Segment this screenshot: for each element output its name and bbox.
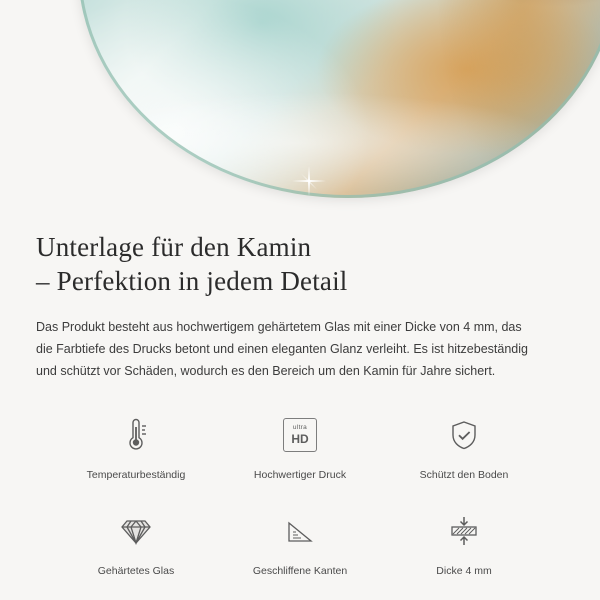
feature-item-thickness — [382, 508, 546, 578]
shield-check-icon — [441, 412, 487, 458]
thickness-arrows-icon — [441, 508, 487, 554]
feature-item-tempered-glass — [54, 508, 218, 578]
page-title — [36, 230, 564, 298]
feature-label: Schützt den Boden — [419, 469, 509, 481]
thermometer-icon — [113, 412, 159, 458]
description-paragraph: Das Produkt besteht aus hochwertigem gehärtetem Glas mit einer Dicke von 4 mm, das die Farbtiefe des Drucks betont und einen eleganten Glanz verleiht. Es ist hitzebeständig und schützt vor Schäden, wodurch es den Bereich um den Kamin für Jahre sichert. — [36, 320, 528, 378]
ultra-hd-icon — [277, 412, 323, 458]
feature-item-print — [218, 412, 382, 482]
feature-label: Hochwertiger Druck — [253, 469, 347, 481]
glass-plate-image — [78, 0, 600, 198]
polished-edges-icon — [277, 508, 323, 554]
page-title-line-1: Unterlage für den Kamin — [36, 232, 312, 262]
ultra-hd-top-text: ultra — [292, 424, 308, 432]
feature-label: Dicke 4 mm — [436, 565, 492, 577]
hero-image — [0, 0, 600, 212]
feature-label: Gehärtetes Glas — [97, 565, 175, 577]
feature-label: Temperaturbeständig — [86, 469, 186, 481]
feature-item-temperature — [54, 412, 218, 482]
feature-grid — [36, 412, 564, 578]
feature-item-protection — [382, 412, 546, 482]
diamond-icon — [113, 508, 159, 554]
feature-label: Geschliffene Kanten — [252, 565, 348, 577]
feature-item-edges — [218, 508, 382, 578]
ultra-hd-bottom-text: HD — [291, 431, 309, 446]
page-title-line-2: – Perfektion in jedem Detail — [36, 266, 348, 296]
content-section — [0, 212, 600, 578]
